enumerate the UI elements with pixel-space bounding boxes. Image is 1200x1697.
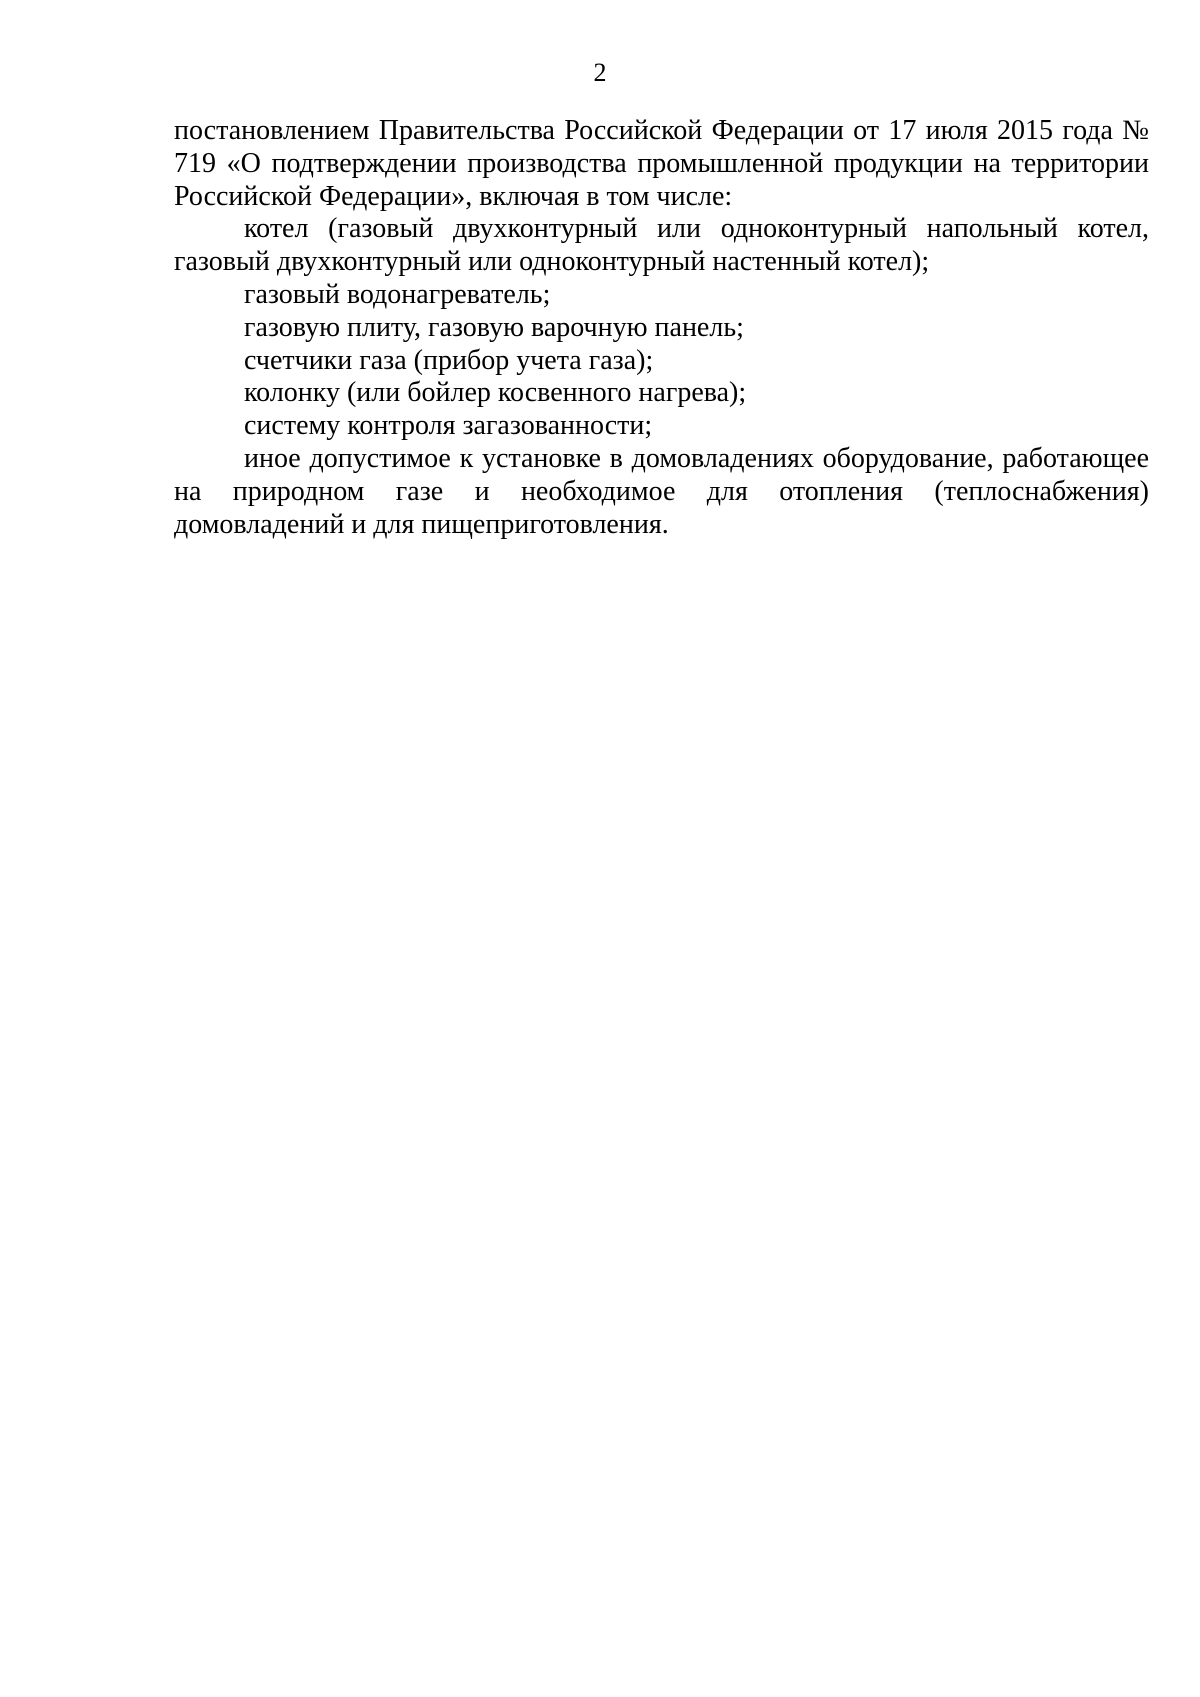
list-item-gas-meters: счетчики газа (прибор учета газа);	[244, 344, 654, 376]
list-item-column: колонку (или бойлер косвенного нагрева);	[244, 377, 747, 409]
list-item-other-equipment: иное допустимое к установке в домовладениях оборудование, работающее на природном газе и необходимое для отопления (теплоснабжения) домовладений и для пищеприготовления.	[174, 442, 1149, 540]
list-item-gas-stove: газовую плиту, газовую варочную панель;	[244, 311, 744, 343]
list-item-boiler: котел (газовый двухконтурный или одноконтурный напольный котел, газовый двухконтурный или одноконтурный настенный котел);	[174, 213, 1149, 278]
list-item-water-heater: газовый водонагреватель;	[244, 278, 551, 310]
page-number: 2	[593, 58, 607, 87]
document-body	[174, 115, 1149, 541]
list-item-gas-control-system: систему контроля загазованности;	[244, 410, 653, 442]
intro-paragraph: постановлением Правительства Российской Федерации от 17 июля 2015 года № 719 «О подтверждении производства промышленной продукции на территории Российской Федерации», включая в том числе:	[174, 115, 1149, 212]
